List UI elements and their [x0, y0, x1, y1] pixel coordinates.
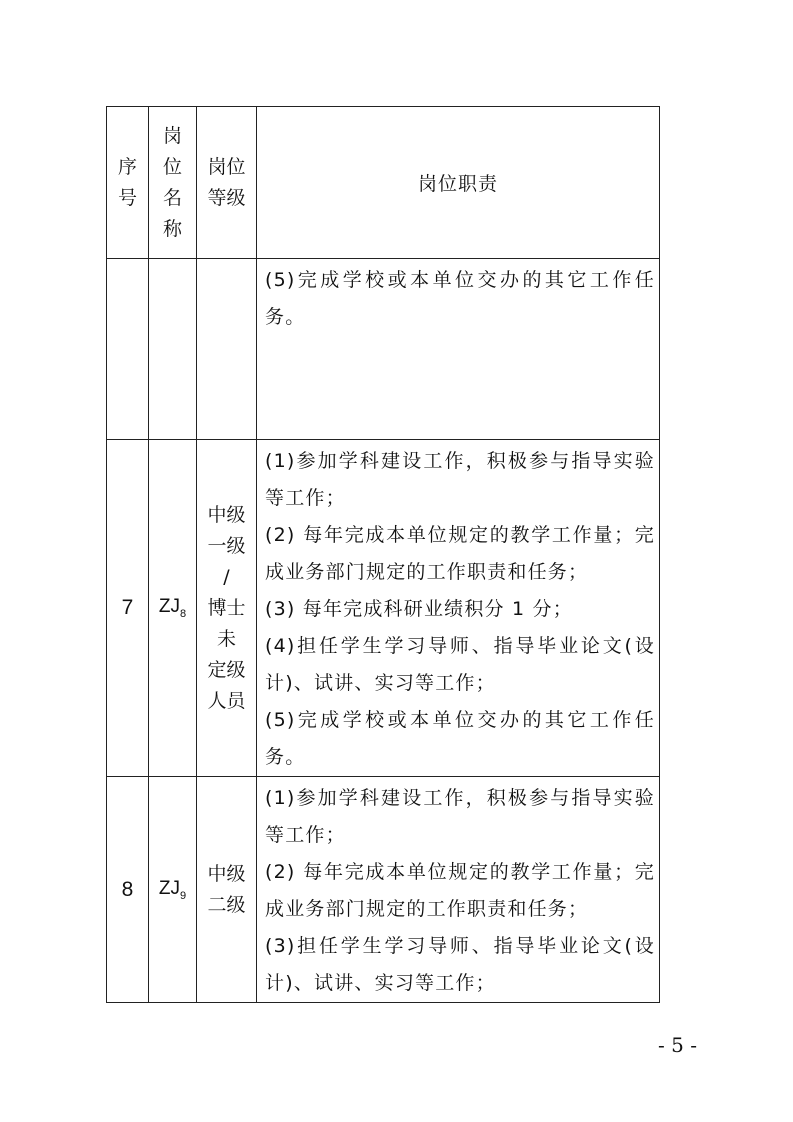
row-position-level: 中级 一级 / 博士 未 定级 人员	[197, 440, 257, 777]
duty-table	[106, 106, 660, 1003]
row-position-level: 中级 二级	[197, 777, 257, 1003]
row-serial-number	[107, 259, 149, 440]
header-position-duties: 岗位职责	[257, 107, 660, 259]
page-number: - 5 -	[658, 1033, 697, 1057]
duty-item: (5)完成学校或本单位交办的其它工作任务。	[265, 709, 655, 768]
duty-item: (1)参加学科建设工作，积极参与指导实验等工作；	[265, 450, 655, 509]
row-position-code: $ZJ_8$	[149, 440, 197, 777]
duty-item: (2) 每年完成本单位规定的教学工作量；完成业务部门规定的工作职责和任务；	[265, 861, 655, 920]
row-position-code	[149, 259, 197, 440]
table-row	[107, 777, 660, 1003]
row-serial-number: 8	[107, 777, 149, 1003]
header-serial-number: 序 号	[107, 107, 149, 259]
duty-item: (5)完成学校或本单位交办的其它工作任务。	[265, 269, 655, 328]
row-position-level	[197, 259, 257, 440]
duty-item: (4)担任学生学习导师、指导毕业论文(设计)、试讲、实习等工作；	[265, 635, 655, 694]
row-serial-number: 7	[107, 440, 149, 777]
duty-item: (3) 每年完成科研业绩积分 1 分；	[265, 598, 573, 620]
duty-item: (2) 每年完成本单位规定的教学工作量；完成业务部门规定的工作职责和任务；	[265, 524, 655, 583]
header-position-name: 岗 位 名 称	[149, 107, 197, 259]
table-row	[107, 259, 660, 440]
table-row	[107, 440, 660, 777]
row-duties	[257, 777, 660, 1003]
row-position-code: $ZJ_9$	[149, 777, 197, 1003]
duty-item: (3)担任学生学习导师、指导毕业论文(设计)、试讲、实习等工作；	[265, 935, 655, 994]
header-row	[107, 107, 660, 259]
row-duties	[257, 440, 660, 777]
header-position-level: 岗位 等级	[197, 107, 257, 259]
row-duties	[257, 259, 660, 440]
duty-item: (1)参加学科建设工作，积极参与指导实验等工作；	[265, 787, 655, 846]
